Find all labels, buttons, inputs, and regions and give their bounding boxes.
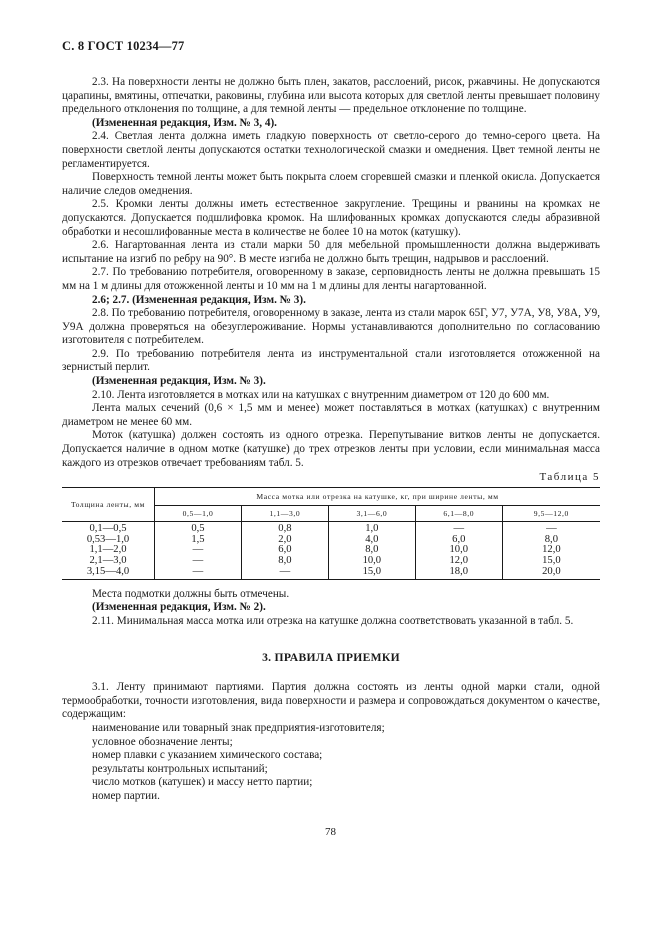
table-cell-mass: 15,0 <box>542 555 561 567</box>
page-header: С. 8 ГОСТ 10234—77 <box>62 39 185 53</box>
table-header-width: 6,1—8,0 <box>415 505 502 521</box>
list-item: наименование или товарный знак предприятия-изготовителя; <box>92 721 385 734</box>
section-3-title: 3. ПРАВИЛА ПРИЕМКИ <box>262 650 400 664</box>
table-cell-mass: 18,0 <box>415 567 502 579</box>
table-row <box>62 567 600 579</box>
table-cell-mass: 2,0 <box>241 535 328 546</box>
table-5 <box>62 487 600 580</box>
table-caption: Таблица 5 <box>539 471 600 484</box>
paragraph-2-8: 2.8. По требованию потребителя, оговоренному в заказе, лента из стали марок 65Г, У7, У7А, У8, У8А, У9, У9А должна проверяться на обезуглероживание. Нормы устанавливаются дополнительно по согласованию изготовителя с потребителем. <box>62 307 600 347</box>
edit-note-2: (Измененная редакция, Изм. № 2). <box>92 601 266 614</box>
paragraph-marks: Места подмотки должны быть отмечены. <box>92 587 290 600</box>
table-cell-mass: 8,0 <box>241 556 328 567</box>
table-cell-mass: 10,0 <box>328 556 415 567</box>
table-cell-mass: — <box>155 556 242 567</box>
paragraph-3-1: 3.1. Ленту принимают партиями. Партия должна состоять из ленты одной марки стали, одной термообработки, точности изготовления, вида поверхности и размера и сопровождаться документом о качестве, содержащим: <box>62 681 600 721</box>
table-cell-mass: 0,8 <box>241 521 328 534</box>
list-3-1 <box>62 722 600 804</box>
table-cell-mass: 6,0 <box>415 535 502 546</box>
table-header-mass: Масса мотка или отрезка на катушке, кг, при ширине ленты, мм <box>155 487 601 505</box>
paragraph-2-11: 2.11. Минимальная масса мотка или отрезка на катушке должна соответствовать указанной в табл. 5. <box>92 614 574 627</box>
paragraph-2-5: 2.5. Кромки ленты должны иметь естественное закругление. Трещины и рванины на кромках не допускаются. Допускается подшлифовка кромок. На шлифованных кромках допускаются следы абразивной обработки и несошлифованные места в количестве не более 10 на моток (катушку). <box>62 198 600 238</box>
paragraph-2-10: 2.10. Лента изготовляется в мотках или на катушках с внутренним диаметром от 120 до 600 мм. <box>92 388 550 401</box>
table-cell-thickness: 3,15—4,0 <box>62 567 155 579</box>
table-cell-mass: 12,0 <box>415 556 502 567</box>
table-cell-mass: 10,0 <box>415 545 502 556</box>
table-header-width: 1,1—3,0 <box>241 505 328 521</box>
paragraph-2-10-small-sections: Лента малых сечений (0,6 × 1,5 мм и менее) может поставляться в мотках (катушках) с внутренним диаметром не менее 60 мм. <box>62 402 600 428</box>
table-cell-mass: 12,0 <box>542 544 561 556</box>
table-row <box>62 556 600 567</box>
table-cell-thickness: 0,53—1,0 <box>62 535 155 546</box>
paragraph-2-4-dark-tape: Поверхность темной ленты может быть покрыта слоем сгоревшей смазки и пленкой окисла. Допускается наличие следов омеднения. <box>62 171 600 197</box>
table-cell-mass: — <box>415 521 502 534</box>
list-item: результаты контрольных испытаний; <box>92 762 268 775</box>
table-cell-mass: — <box>546 522 557 534</box>
paragraph-2-9: 2.9. По требованию потребителя лента из инструментальной стали изготовляется отожженной на зернистый перлит. <box>62 347 600 374</box>
table-cell-mass: 8,0 <box>544 533 558 545</box>
list-item: номер плавки с указанием химического состава; <box>92 749 323 762</box>
paragraph-2-6: 2.6. Нагартованная лента из стали марки 50 для мебельной промышленности должна выдерживать испытание на изгиб по ребру на 90°. В месте изгиба не должно быть трещин, надрывов и расслоений. <box>62 239 600 265</box>
list-item: номер партии. <box>92 789 160 802</box>
document-body <box>62 76 600 804</box>
table-cell-mass: 20,0 <box>502 567 600 579</box>
table-cell-thickness: 1,1—2,0 <box>62 545 155 556</box>
table-cell-mass: 15,0 <box>328 567 415 579</box>
table-cell-mass: — <box>241 567 328 579</box>
table-header-thickness: Толщина ленты, мм <box>62 487 155 521</box>
table-cell-mass: — <box>155 545 242 556</box>
table-header-width: 3,1—6,0 <box>328 505 415 521</box>
table-row <box>62 535 600 546</box>
table-cell-thickness: 0,1—0,5 <box>62 521 155 534</box>
table-cell-thickness: 2,1—3,0 <box>62 556 155 567</box>
table-cell-mass: 8,0 <box>328 545 415 556</box>
table-header-width: 0,5—1,0 <box>155 505 242 521</box>
edit-note-3: (Измененная редакция, Изм. № 3). <box>92 375 266 388</box>
page-number: 78 <box>325 826 336 838</box>
table-cell-mass: 1,5 <box>155 535 242 546</box>
list-item: число мотков (катушек) и массу нетто партии; <box>92 776 313 789</box>
table-cell-mass: — <box>155 567 242 579</box>
table-cell-mass: 0,5 <box>155 521 242 534</box>
paragraph-2-10-coil: Моток (катушка) должен состоять из одного отрезка. Перепутывание витков ленты не допускается. Допускается наличие в одном мотке (катушке) до трех отрезков ленты при условии, если минимальная масса каждого из отрезков отвечает требованиям табл. 5. <box>62 429 600 469</box>
edit-note-2-6-2-7: 2.6; 2.7. (Измененная редакция, Изм. № 3). <box>92 293 306 306</box>
table-cell-mass: 6,0 <box>241 545 328 556</box>
paragraph-2-4: 2.4. Светлая лента должна иметь гладкую поверхность от светло-серого до темно-серого цвета. На поверхности светлой ленты допускаются остатки технологической смазки и омеднения. Цвет темной ленты не регламентируется. <box>62 130 600 170</box>
paragraph-2-3: 2.3. На поверхности ленты не должно быть плен, закатов, расслоений, рисок, ржавчины. Не допускаются царапины, вмятины, отпечатки, раковины, глубина или высота которых для светлой ленты превышает половину предельного отклонения по толщине, а для темной ленты — предельное отклонение по толщине. <box>62 76 600 116</box>
table-row <box>62 521 600 534</box>
paragraph-2-7: 2.7. По требованию потребителя, оговоренному в заказе, серповидность ленты не должна превышать 15 мм на 1 м длины для отожженной ленты и 10 мм на 1 м длины для ленты нагартованной. <box>62 266 600 292</box>
table-header-width: 9,5—12,0 <box>502 505 600 521</box>
list-item: условное обозначение ленты; <box>92 735 233 748</box>
table-cell-mass: 1,0 <box>328 521 415 534</box>
table-row <box>62 545 600 556</box>
table-cell-mass: 4,0 <box>328 535 415 546</box>
edit-note-3-4: (Измененная редакция, Изм. № 3, 4). <box>92 116 277 129</box>
